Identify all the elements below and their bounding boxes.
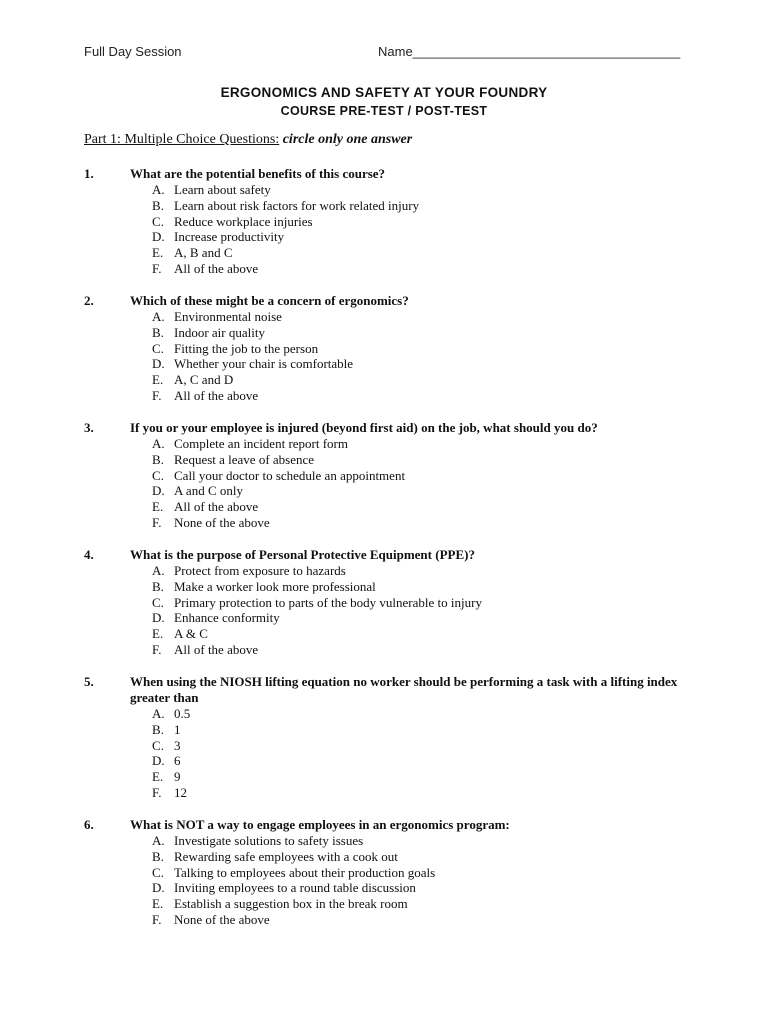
question-3 — [84, 420, 724, 531]
answer-option[interactable] — [152, 182, 724, 198]
option-letter: F. — [152, 514, 162, 530]
answer-option[interactable] — [152, 912, 724, 928]
option-letter: D. — [152, 753, 165, 769]
option-letter: E. — [152, 245, 164, 261]
answer-option[interactable] — [152, 785, 724, 801]
option-text: Primary protection to parts of the body vulnerable to injury — [174, 594, 482, 610]
question-6 — [84, 817, 724, 928]
option-text: 6 — [174, 753, 181, 769]
answer-options — [152, 182, 724, 277]
option-letter: C. — [152, 467, 164, 483]
question-number: 3. — [84, 420, 94, 435]
document-subtitle: COURSE PRE-TEST / POST-TEST — [280, 104, 488, 118]
answer-option[interactable] — [152, 309, 724, 325]
question-1 — [84, 166, 724, 277]
option-text: A, C and D — [174, 372, 234, 388]
question-number: 6. — [84, 817, 94, 832]
option-letter: A. — [152, 563, 165, 578]
option-text: 12 — [174, 784, 187, 800]
option-text: Protect from exposure to hazards — [174, 563, 346, 578]
option-text: A, B and C — [174, 245, 233, 261]
option-letter: E. — [152, 372, 164, 388]
option-letter: B. — [152, 578, 164, 594]
option-text: Make a worker look more professional — [174, 578, 376, 594]
option-text: Environmental noise — [174, 309, 282, 324]
option-text: A & C — [174, 626, 208, 642]
answer-option[interactable] — [152, 579, 724, 595]
option-text: A and C only — [174, 483, 243, 499]
answer-option[interactable] — [152, 738, 724, 754]
option-text: 9 — [174, 769, 181, 785]
question-text: What is the purpose of Personal Protective Equipment (PPE)? — [130, 547, 475, 562]
session-label: Full Day Session — [84, 44, 182, 59]
answer-option[interactable] — [152, 642, 724, 658]
answer-option[interactable] — [152, 722, 724, 738]
option-text: Learn about safety — [174, 182, 271, 197]
option-letter: E. — [152, 626, 164, 642]
option-letter: E. — [152, 769, 164, 785]
option-text: Indoor air quality — [174, 324, 265, 340]
answer-options — [152, 706, 724, 801]
option-text: Increase productivity — [174, 229, 285, 245]
answer-option[interactable] — [152, 341, 724, 357]
option-text: 1 — [174, 721, 181, 737]
answer-option[interactable] — [152, 468, 724, 484]
question-text: What are the potential benefits of this course? — [130, 166, 386, 181]
answer-option[interactable] — [152, 880, 724, 896]
option-letter: C. — [152, 213, 164, 229]
answer-option[interactable] — [152, 372, 724, 388]
option-letter: E. — [152, 896, 164, 912]
option-letter: D. — [152, 483, 165, 499]
option-letter: B. — [152, 197, 164, 213]
option-letter: F. — [152, 387, 162, 403]
option-text: Talking to employees about their production goals — [174, 864, 436, 880]
question-number: 2. — [84, 293, 94, 308]
option-letter: A. — [152, 706, 165, 721]
answer-option[interactable] — [152, 229, 724, 245]
answer-option[interactable] — [152, 436, 724, 452]
option-text: All of the above — [174, 260, 259, 276]
option-letter: B. — [152, 451, 164, 467]
answer-option[interactable] — [152, 245, 724, 261]
question-text: If you or your employee is injured (beyond first aid) on the job, what should you do? — [130, 420, 598, 435]
question-text: When using the NIOSH lifting equation no worker should be performing a task with a lifting index greater than — [130, 674, 678, 705]
answer-option[interactable] — [152, 706, 724, 722]
option-letter: D. — [152, 880, 165, 896]
answer-option[interactable] — [152, 610, 724, 626]
answer-option[interactable] — [152, 452, 724, 468]
option-letter: B. — [152, 324, 164, 340]
answer-option[interactable] — [152, 849, 724, 865]
answer-option[interactable] — [152, 595, 724, 611]
document-title: ERGONOMICS AND SAFETY AT YOUR FOUNDRY — [220, 85, 548, 100]
option-letter: A. — [152, 436, 165, 451]
answer-option[interactable] — [152, 388, 724, 404]
answer-option[interactable] — [152, 499, 724, 515]
question-text: What is NOT a way to engage employees in an ergonomics program: — [130, 817, 510, 832]
answer-option[interactable] — [152, 198, 724, 214]
option-text: Reduce workplace injuries — [174, 213, 313, 229]
part-heading-label: Part 1: Multiple Choice Questions: — [84, 132, 280, 147]
question-number: 4. — [84, 547, 94, 562]
option-letter: A. — [152, 182, 165, 197]
option-letter: A. — [152, 833, 165, 848]
answer-options — [152, 833, 724, 928]
option-letter: C. — [152, 594, 164, 610]
option-text: Enhance conformity — [174, 610, 280, 626]
answer-option[interactable] — [152, 483, 724, 499]
answer-option[interactable] — [152, 325, 724, 341]
question-text: Which of these might be a concern of ergonomics? — [130, 293, 409, 308]
option-letter: F. — [152, 260, 162, 276]
answer-option[interactable] — [152, 896, 724, 912]
option-text: Investigate solutions to safety issues — [174, 833, 364, 848]
option-letter: C. — [152, 340, 164, 356]
option-text: Establish a suggestion box in the break room — [174, 896, 408, 912]
answer-option[interactable] — [152, 214, 724, 230]
option-text: Whether your chair is comfortable — [174, 356, 354, 372]
answer-option[interactable] — [152, 626, 724, 642]
answer-options — [152, 436, 724, 531]
option-text: None of the above — [174, 514, 270, 530]
answer-option[interactable] — [152, 833, 724, 849]
answer-options — [152, 309, 724, 404]
option-letter: F. — [152, 784, 162, 800]
answer-options — [152, 563, 724, 658]
question-number: 1. — [84, 166, 94, 181]
option-text: Complete an incident report form — [174, 436, 349, 451]
question-number: 5. — [84, 674, 94, 689]
option-letter: F. — [152, 641, 162, 657]
option-letter: A. — [152, 309, 165, 324]
option-letter: F. — [152, 911, 162, 927]
option-text: All of the above — [174, 641, 259, 657]
answer-option[interactable] — [152, 515, 724, 531]
name-field: Name_____________________________________ — [378, 44, 681, 59]
question-2 — [84, 293, 724, 404]
option-letter: B. — [152, 848, 164, 864]
question-4 — [84, 547, 724, 658]
answer-option[interactable] — [152, 563, 724, 579]
option-text: Request a leave of absence — [174, 451, 315, 467]
answer-option[interactable] — [152, 261, 724, 277]
option-text: Rewarding safe employees with a cook out — [174, 848, 398, 864]
question-5 — [84, 674, 724, 801]
option-letter: E. — [152, 499, 164, 515]
option-letter: D. — [152, 229, 165, 245]
part-heading — [84, 132, 412, 148]
answer-option[interactable] — [152, 753, 724, 769]
option-letter: D. — [152, 356, 165, 372]
answer-option[interactable] — [152, 356, 724, 372]
option-letter: C. — [152, 737, 164, 753]
option-text: Fitting the job to the person — [174, 340, 319, 356]
option-text: 3 — [174, 737, 181, 753]
option-text: Inviting employees to a round table discussion — [174, 880, 416, 896]
answer-option[interactable] — [152, 769, 724, 785]
option-text: Call your doctor to schedule an appointment — [174, 467, 406, 483]
option-letter: D. — [152, 610, 165, 626]
answer-option[interactable] — [152, 865, 724, 881]
option-text: None of the above — [174, 911, 270, 927]
part-instruction: circle only one answer — [282, 132, 413, 147]
option-text: All of the above — [174, 387, 259, 403]
option-text: Learn about risk factors for work related injury — [174, 197, 420, 213]
option-letter: C. — [152, 864, 164, 880]
option-letter: B. — [152, 721, 164, 737]
option-text: 0.5 — [174, 706, 191, 721]
option-text: All of the above — [174, 499, 259, 515]
